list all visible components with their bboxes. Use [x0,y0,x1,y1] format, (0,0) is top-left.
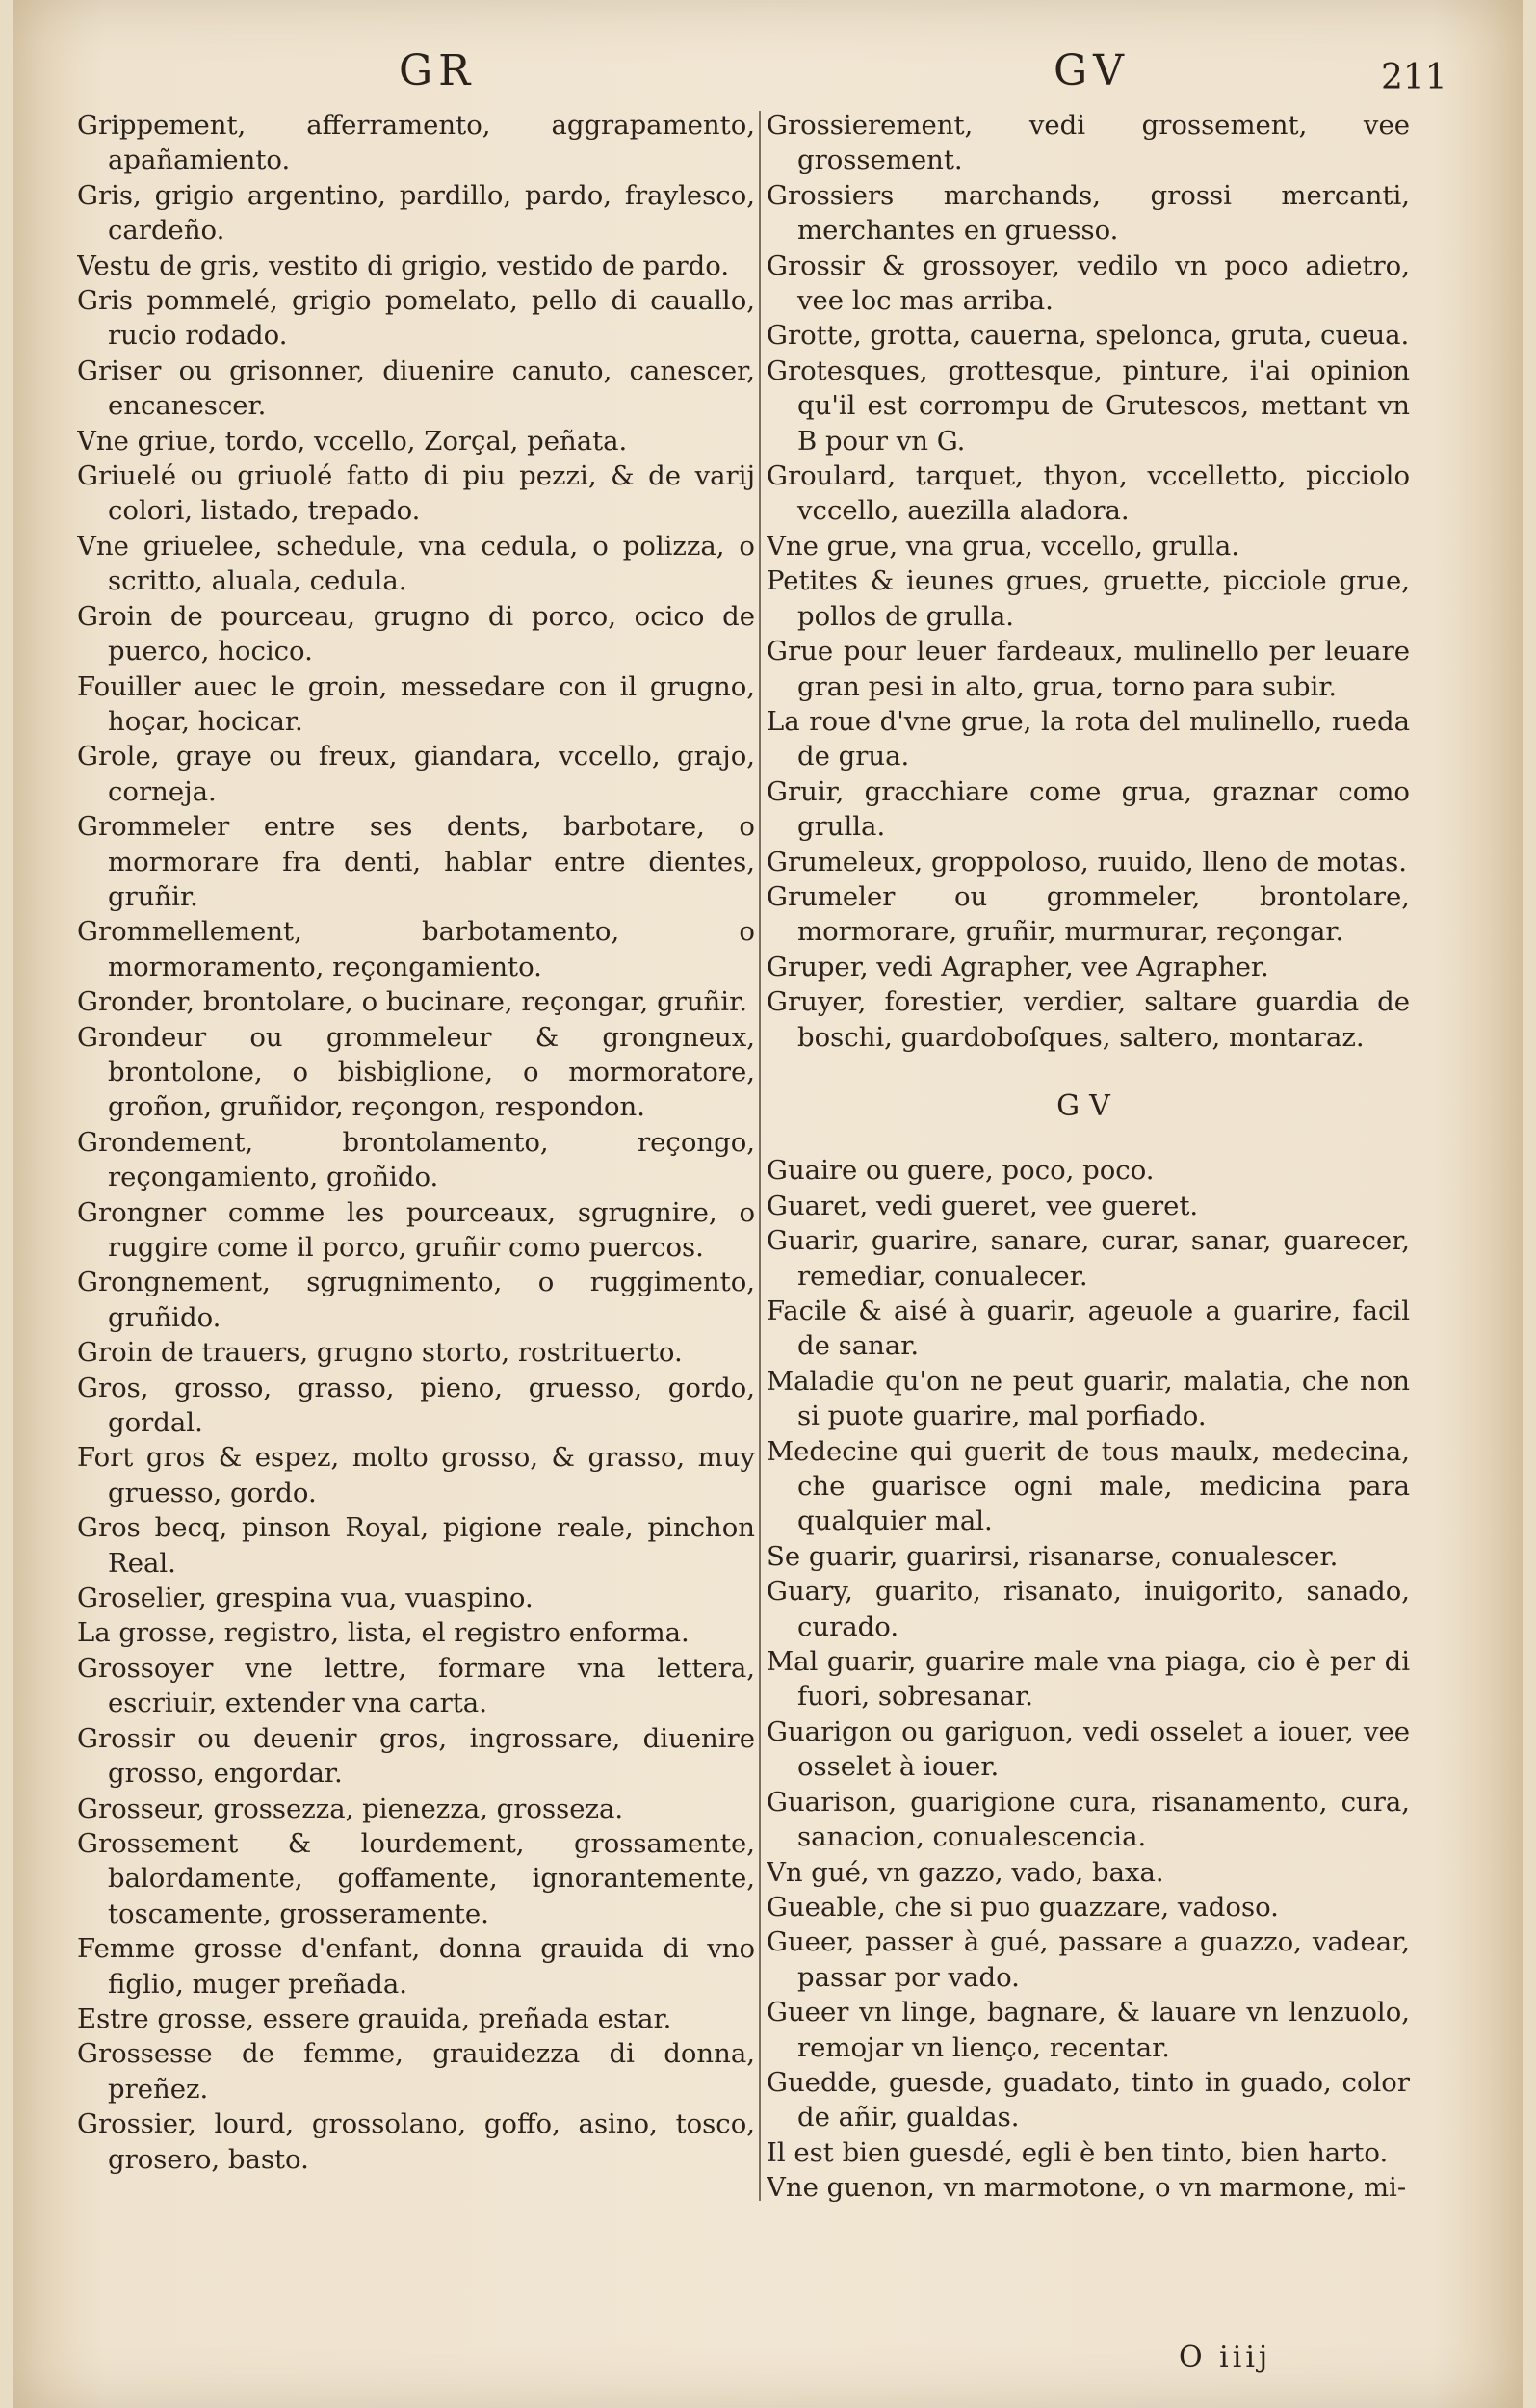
dictionary-entry: Griser ou grisonner, diuenire canuto, canescer, encanescer. [77,354,755,422]
dictionary-entry: Grommeler entre ses dents, barbotare, o mormorare fra denti, hablar entre dientes, gruñir. [77,811,755,912]
dictionary-entry: Vestu de gris, vestito di grigio, vestido de pardo. [77,249,730,281]
dictionary-entry: Vn gué, vn gazzo, vado, baxa. [767,1856,1164,1888]
dictionary-entry: Medecine qui guerit de tous maulx, medecina, che guarisce ogni male, medicina para qualquier mal. [767,1435,1410,1537]
dictionary-entry: Guary, guarito, risanato, inuigorito, sanado, curado. [767,1576,1410,1642]
dictionary-entry: Grommellement, barbotamento, o mormoramento, reçongamiento. [77,916,755,982]
dictionary-entry: Grossier, lourd, grossolano, goffo, asino, tosco, grosero, basto. [77,2108,755,2175]
dictionary-entry: Grotesques, grottesque, pinture, i'ai opinion qu'il est corrompu de Grutescos, mettant vn B pour vn G. [767,354,1410,457]
dictionary-entry: Grondeur ou grommeleur & grongneux, brontolone, o bisbiglione, o mormoratore, groñon, gruñidor, reçongon, respondon. [77,1021,755,1123]
dictionary-entry: Grondement, brontolamento, reçongo, reçongamiento, groñido. [77,1126,755,1193]
dictionary-entry: Grossir & grossoyer, vedilo vn poco adietro, vee loc mas arriba. [767,249,1410,317]
dictionary-entry: Grole, graye ou freux, giandara, vccello, grajo, corneja. [77,741,755,807]
dictionary-entry: Grossierement, vedi grossement, vee grossement. [767,110,1410,176]
dictionary-entry: Gros, grosso, grasso, pieno, gruesso, gordo, gordal. [77,1372,755,1439]
dictionary-entry: Vne griue, tordo, vccello, Zorçal, peñata. [77,425,628,457]
section-heading: GV [1056,1088,1120,1123]
dictionary-entry: Gruyer, forestier, verdier, saltare guardia de boschi, guardoboſques, saltero, montaraz. [767,986,1410,1053]
dictionary-entry: Gueable, che si puo guazzare, vadoso. [767,1891,1279,1923]
right-column [767,108,1410,2333]
signature-mark: O iiij [1179,2341,1272,2374]
column-divider [759,111,761,2201]
dictionary-entry: Grongner comme les pourceaux, sgrugnire, o ruggire come il porco, gruñir como puercos. [77,1196,755,1263]
dictionary-entry: Guaire ou guere, poco, poco. [767,1155,1155,1187]
dictionary-entry: Se guarir, guarirsi, risanarse, conualescer. [767,1540,1339,1572]
dictionary-entry: Groulard, tarquet, thyon, vccelletto, picciolo vccello, auezilla aladora. [767,460,1410,527]
dictionary-entry: Gruper, vedi Agrapher, vee Agrapher. [767,951,1269,982]
dictionary-entry: Grossesse de femme, grauidezza di donna, preñez. [77,2038,755,2105]
page-number: 211 [1381,58,1447,97]
dictionary-entry: Groselier, grespina vua, vuaspino. [77,1583,534,1614]
right-column-gr-entries [767,108,1410,1055]
dictionary-entry: Grumeleux, groppoloso, ruuido, lleno de motas. [767,846,1407,877]
dictionary-entry: Grossoyer vne lettre, formare vna lettera, escriuir, extender vna carta. [77,1652,755,1719]
dictionary-entry: Griuelé ou griuolé fatto di piu pezzi, & de varij colori, listado, trepado. [77,460,755,527]
dictionary-entry: La grosse, registro, lista, el registro enforma. [77,1617,690,1649]
dictionary-entry: Il est bien guesdé, egli è ben tinto, bien harto. [767,2136,1389,2168]
header-right-title: GV [1054,46,1130,95]
dictionary-entry: Gros becq, pinson Royal, pigione reale, pinchon Real. [77,1512,755,1579]
dictionary-entry: Fouiller auec le groin, messedare con il grugno, hoçar, hocicar. [77,670,755,737]
dictionary-entry: Mal guarir, guarire male vna piaga, cio è per di fuori, sobresanar. [767,1646,1410,1713]
dictionary-entry: Guarigon ou gariguon, vedi osselet a iouer, vee osselet à iouer. [767,1715,1410,1783]
dictionary-entry: Estre grosse, essere grauida, preñada estar. [77,2002,672,2034]
dictionary-entry: Grippement, afferramento, aggrapamento, apañamiento. [77,110,755,176]
left-column [77,108,755,2333]
dictionary-entry: Maladie qu'on ne peut guarir, malatia, che non si puote guarire, mal porfiado. [767,1365,1410,1432]
dictionary-entry: Gueer vn linge, bagnare, & lauare vn lenzuolo, remojar vn lienço, recentar. [767,1997,1410,2063]
dictionary-entry: Guaret, vedi gueret, vee gueret. [767,1190,1199,1221]
dictionary-entry: Grongnement, sgrugnimento, o ruggimento, gruñido. [77,1267,755,1333]
dictionary-entry: Grossir ou deuenir gros, ingrossare, diuenire grosso, engordar. [77,1722,755,1790]
dictionary-entry: Gueer, passer à gué, passare a guazzo, vadear, passar por vado. [767,1926,1410,1993]
dictionary-entry: Grotte, grotta, cauerna, spelonca, gruta, cueua. [767,320,1410,352]
dictionary-entry: Gruir, gracchiare come grua, graznar como grulla. [767,775,1410,843]
dictionary-entry: Vne griuelee, schedule, vna cedula, o polizza, o scritto, aluala, cedula. [77,530,755,597]
dictionary-page [13,0,1523,2408]
dictionary-entry: Groin de pourceau, grugno di porco, ocico de puerco, hocico. [77,600,755,667]
header-left-title: GR [399,46,477,95]
dictionary-entry: Fort gros & espez, molto grosso, & grasso, muy gruesso, gordo. [77,1442,755,1508]
dictionary-entry: Vne grue, vna grua, vccello, grulla. [767,530,1239,562]
dictionary-entry: Grossiers marchands, grossi mercanti, merchantes en gruesso. [767,179,1410,247]
running-header [13,37,1523,104]
dictionary-entry: Groin de trauers, grugno storto, rostrituerto. [77,1337,683,1369]
dictionary-entry: Femme grosse d'enfant, donna grauida di vno figlio, muger preñada. [77,1933,755,2000]
dictionary-entry: Guarir, guarire, sanare, curar, sanar, guarecer, remediar, conualecer. [767,1225,1410,1292]
dictionary-entry: Grossement & lourdement, grossamente, balordamente, goffamente, ignorantemente, toscamente, grosseramente. [77,1827,755,1929]
dictionary-entry: Gris, grigio argentino, pardillo, pardo, fraylesco, cardeño. [77,179,755,247]
dictionary-entry: La roue d'vne grue, la rota del mulinello, rueda de grua. [767,705,1410,772]
dictionary-entry: Grue pour leuer fardeaux, mulinello per leuare gran pesi in alto, grua, torno para subir. [767,636,1410,702]
right-column-gv-entries [767,1153,1410,2205]
dictionary-entry: Grumeler ou grommeler, brontolare, mormorare, gruñir, murmurar, reçongar. [767,880,1410,948]
dictionary-entry: Guarison, guarigione cura, risanamento, cura, sanacion, conualescencia. [767,1786,1410,1853]
dictionary-entry: Gris pommelé, grigio pomelato, pello di cauallo, rucio rodado. [77,285,755,352]
dictionary-entry: Vne guenon, vn marmotone, o vn marmone, mi- [767,2172,1407,2204]
dictionary-entry: Gronder, brontolare, o bucinare, reçongar, gruñir. [77,986,747,1018]
dictionary-entry: Guedde, guesde, guadato, tinto in guado, color de añir, gualdas. [767,2066,1410,2133]
dictionary-entry: Grosseur, grossezza, pienezza, grosseza. [77,1793,624,1824]
dictionary-entry: Petites & ieunes grues, gruette, picciole grue, pollos de grulla. [767,565,1410,632]
dictionary-entry: Facile & aisé à guarir, ageuole a guarire, facil de sanar. [767,1296,1410,1362]
